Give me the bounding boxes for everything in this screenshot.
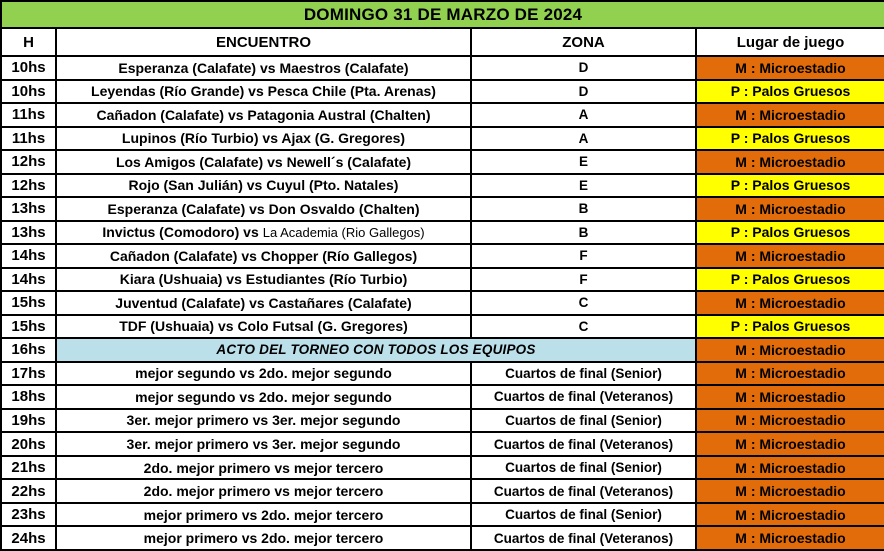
venue-cell: P : Palos Gruesos [696,268,884,292]
zone-cell: C [471,291,696,315]
hour-cell: 19hs [1,409,56,433]
schedule-row [1,150,884,174]
hour-cell: 13hs [1,197,56,221]
schedule-row [1,315,884,339]
match-cell [56,244,471,268]
venue-cell: M : Microestadio [696,456,884,480]
zone-cell: Cuartos de final (Veteranos) [471,479,696,503]
schedule-row [1,456,884,480]
zone-cell: B [471,197,696,221]
match-cell [56,56,471,80]
zone-cell: Cuartos de final (Veteranos) [471,526,696,550]
hour-cell: 18hs [1,385,56,409]
match-cell [56,315,471,339]
match-text: 3er. mejor primero vs 3er. mejor segundo [126,412,401,429]
hour-cell: 23hs [1,503,56,527]
hour-cell: 13hs [1,221,56,245]
venue-cell: M : Microestadio [696,409,884,433]
hour-cell: 24hs [1,526,56,550]
zone-cell: Cuartos de final (Veteranos) [471,385,696,409]
match-cell [56,479,471,503]
hour-cell: 12hs [1,174,56,198]
title-row [1,1,884,28]
column-header-hour: H [1,28,56,56]
hour-cell: 20hs [1,432,56,456]
hour-cell: 15hs [1,315,56,339]
page-title: DOMINGO 31 DE MARZO DE 2024 [1,1,884,28]
hour-cell: 15hs [1,291,56,315]
column-header-row [1,28,884,56]
schedule-row [1,503,884,527]
venue-cell: M : Microestadio [696,503,884,527]
zone-cell: F [471,244,696,268]
match-cell [56,103,471,127]
match-cell [56,432,471,456]
match-text: Lupinos (Río Turbio) vs Ajax (G. Gregores) [121,130,406,147]
hour-cell: 12hs [1,150,56,174]
column-header-zone: ZONA [471,28,696,56]
match-cell [56,150,471,174]
match-text: Cañadon (Calafate) vs Chopper (Río Gallegos) [109,247,418,264]
match-cell [56,503,471,527]
zone-cell: E [471,174,696,198]
venue-cell: M : Microestadio [696,385,884,409]
zone-cell: C [471,315,696,339]
match-text: 2do. mejor primero vs mejor tercero [143,459,384,476]
venue-cell: M : Microestadio [696,150,884,174]
hour-cell: 11hs [1,127,56,151]
match-text: 2do. mejor primero vs mejor tercero [143,483,384,500]
schedule-row [1,244,884,268]
venue-cell: P : Palos Gruesos [696,315,884,339]
hour-cell: 17hs [1,362,56,386]
venue-cell: M : Microestadio [696,362,884,386]
schedule-row [1,409,884,433]
zone-cell: Cuartos de final (Veteranos) [471,432,696,456]
match-cell [56,409,471,433]
match-cell [56,526,471,550]
zone-cell: Cuartos de final (Senior) [471,503,696,527]
schedule-body [1,56,884,550]
schedule-row [1,526,884,550]
hour-cell: 11hs [1,103,56,127]
zone-cell: A [471,103,696,127]
match-text: mejor segundo vs 2do. mejor segundo [135,388,392,405]
match-text: Kiara (Ushuaia) vs Estudiantes (Río Turbio) [119,271,408,288]
zone-cell: B [471,221,696,245]
match-text-secondary: La Academia (Rio Gallegos) [262,225,425,241]
schedule-row [1,338,884,362]
match-text: mejor primero vs 2do. mejor tercero [143,530,384,547]
match-cell [56,80,471,104]
schedule-row [1,291,884,315]
column-header-match: ENCUENTRO [56,28,471,56]
match-cell [56,221,471,245]
venue-cell: M : Microestadio [696,103,884,127]
schedule-row [1,479,884,503]
venue-cell: M : Microestadio [696,244,884,268]
zone-cell: Cuartos de final (Senior) [471,362,696,386]
venue-cell: P : Palos Gruesos [696,80,884,104]
schedule-row [1,268,884,292]
schedule-row [1,103,884,127]
match-text: TDF (Ushuaia) vs Colo Futsal (G. Gregores) [119,318,408,335]
venue-cell: M : Microestadio [696,526,884,550]
venue-cell: M : Microestadio [696,432,884,456]
venue-cell: M : Microestadio [696,291,884,315]
zone-cell: D [471,80,696,104]
schedule-row [1,385,884,409]
venue-cell: M : Microestadio [696,197,884,221]
venue-cell: P : Palos Gruesos [696,127,884,151]
venue-cell: M : Microestadio [696,56,884,80]
match-text: Invictus (Comodoro) vs [102,224,259,241]
hour-cell: 21hs [1,456,56,480]
match-text: mejor primero vs 2do. mejor tercero [143,506,384,523]
schedule-row [1,432,884,456]
venue-cell: M : Microestadio [696,479,884,503]
zone-cell: E [471,150,696,174]
schedule-row [1,56,884,80]
venue-cell: M : Microestadio [696,338,884,362]
schedule-row [1,362,884,386]
zone-cell: F [471,268,696,292]
match-cell [56,291,471,315]
hour-cell: 22hs [1,479,56,503]
schedule-row [1,197,884,221]
hour-cell: 10hs [1,80,56,104]
match-text: Los Amigos (Calafate) vs Newell´s (Calafate) [115,153,412,170]
match-cell [56,127,471,151]
match-text: Rojo (San Julián) vs Cuyul (Pto. Natales) [128,177,399,194]
match-cell [56,385,471,409]
match-text: 3er. mejor primero vs 3er. mejor segundo [126,436,401,452]
match-text: Esperanza (Calafate) vs Don Osvaldo (Chalten) [107,200,420,217]
venue-cell: P : Palos Gruesos [696,221,884,245]
match-cell [56,456,471,480]
match-cell [56,174,471,198]
column-header-venue: Lugar de juego [696,28,884,56]
match-cell [56,362,471,386]
schedule-row [1,174,884,198]
match-text: Cañadon (Calafate) vs Patagonia Austral (Chalten) [96,106,431,123]
hour-cell: 10hs [1,56,56,80]
zone-cell: A [471,127,696,151]
zone-cell: Cuartos de final (Senior) [471,456,696,480]
hour-cell: 14hs [1,268,56,292]
schedule-row [1,80,884,104]
venue-cell: P : Palos Gruesos [696,174,884,198]
match-cell [56,268,471,292]
zone-cell: D [471,56,696,80]
match-text: Esperanza (Calafate) vs Maestros (Calafate) [118,59,409,76]
hour-cell: 14hs [1,244,56,268]
match-text: Leyendas (Río Grande) vs Pesca Chile (Pta. Arenas) [91,83,436,100]
schedule-row [1,127,884,151]
hour-cell: 16hs [1,338,56,362]
zone-cell: Cuartos de final (Senior) [471,409,696,433]
match-cell [56,197,471,221]
match-text: Juventud (Calafate) vs Castañares (Calafate) [115,294,412,311]
match-text: mejor segundo vs 2do. mejor segundo [135,365,392,382]
schedule-row [1,221,884,245]
acto-cell: ACTO DEL TORNEO CON TODOS LOS EQUIPOS [56,338,696,362]
